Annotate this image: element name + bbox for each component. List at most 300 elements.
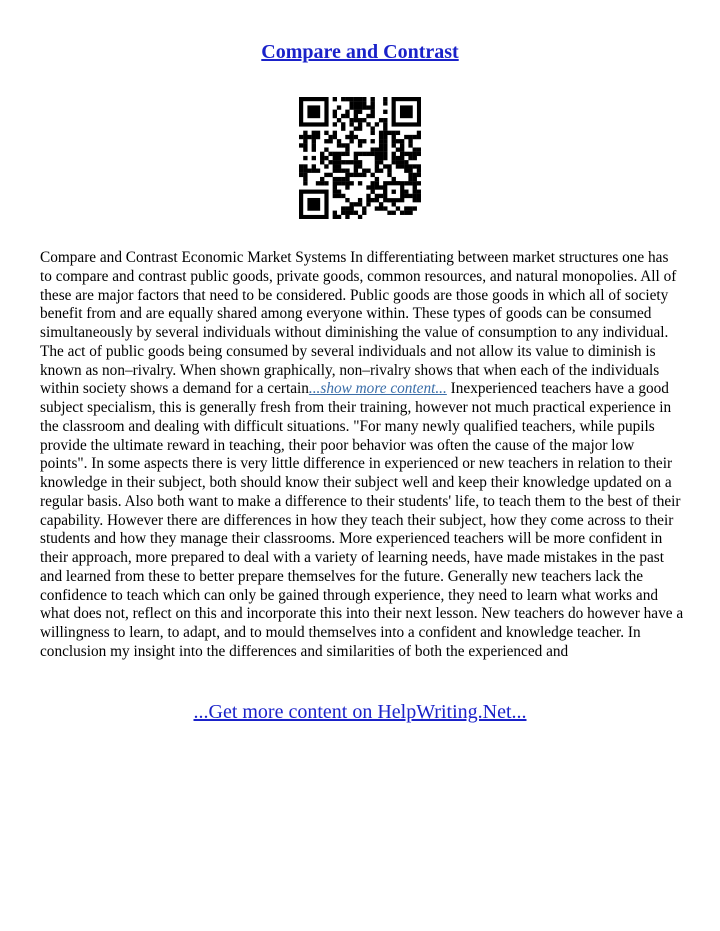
qr-module (413, 185, 417, 189)
qr-module (392, 143, 396, 147)
qr-module (413, 194, 417, 198)
qr-module (337, 169, 341, 173)
qr-module (341, 177, 345, 181)
qr-module (371, 173, 375, 177)
qr-module (354, 173, 358, 177)
qr-module (404, 152, 408, 156)
qr-module (341, 126, 345, 130)
qr-module (371, 114, 375, 118)
qr-module (320, 177, 324, 181)
qr-module (345, 97, 349, 101)
qr-module (341, 194, 345, 198)
qr-module (392, 211, 396, 215)
qr-module (333, 215, 337, 219)
qr-module (299, 164, 303, 168)
qr-finder-inner (400, 105, 413, 118)
qr-module (345, 185, 349, 189)
qr-module (337, 160, 341, 164)
qr-module (349, 139, 353, 143)
qr-module (358, 164, 362, 168)
qr-module (362, 211, 366, 215)
qr-module (349, 131, 353, 135)
qr-module (341, 114, 345, 118)
qr-module (408, 194, 412, 198)
qr-module (371, 101, 375, 105)
qr-module (349, 118, 353, 122)
qr-module (371, 181, 375, 185)
qr-module (371, 152, 375, 156)
qr-module (354, 118, 358, 122)
qr-module (383, 147, 387, 151)
qr-module (354, 101, 358, 105)
qr-module (354, 97, 358, 101)
qr-module (375, 122, 379, 126)
qr-module (375, 152, 379, 156)
qr-module (345, 173, 349, 177)
qr-module (396, 156, 400, 160)
essay-text-part-2: Inexperienced teachers have a good subject specialism, this is generally fresh from their training, however not much practical experience in the classroom and dealing with difficult situations. "For many newly qualified teachers, while pupils provide the ultimate reward in teaching, their poor behavior was often the cause of the major low points". In some aspects there is very little difference in experienced or new teachers in relation to their knowledge in their subject, both should know their subject well and keep their knowledge updated on a regular basis. Also both want to make a difference to their students' life, to teach them to the best of their capability. However there are differences in how they teach their subject, how they come across to their students and how they manage their classrooms. More experienced teachers will be more confident in their approach, more prepared to deal with a variety of learning needs, have made mistakes in the past and learned from these to better prepare themselves for the future. Generally new teachers lack the confidence to teach which can only be gained through experience, they need to learn what works and what does not, reflect on this and incorporate this into their next lesson. New teachers do however have a willingness to learn, to adapt, and to mould themselves into a confident and knowledge teacher. In conclusion my insight into the differences and similarities of both the experienced and (40, 380, 684, 660)
qr-module (366, 198, 370, 202)
qr-module (307, 135, 311, 139)
qr-module (383, 97, 387, 101)
qr-module (400, 147, 404, 151)
qr-module (417, 135, 421, 139)
qr-module (341, 97, 345, 101)
qr-module (320, 152, 324, 156)
qr-module (413, 173, 417, 177)
qr-module (375, 160, 379, 164)
qr-module (408, 211, 412, 215)
qr-module (345, 135, 349, 139)
qr-module (333, 194, 337, 198)
qr-module (354, 114, 358, 118)
qr-module (362, 169, 366, 173)
qr-module (383, 135, 387, 139)
qr-module (349, 105, 353, 109)
qr-module (324, 131, 328, 135)
qr-module (345, 114, 349, 118)
qr-module (362, 97, 366, 101)
qr-module (349, 160, 353, 164)
qr-module (400, 143, 404, 147)
qr-module (333, 97, 337, 101)
qr-module (349, 206, 353, 210)
qr-module (396, 164, 400, 168)
qr-module (358, 97, 362, 101)
qr-module (333, 110, 337, 114)
qr-module (383, 139, 387, 143)
qr-module (366, 202, 370, 206)
qr-module (316, 131, 320, 135)
qr-module (299, 143, 303, 147)
qr-module (408, 177, 412, 181)
qr-module (417, 131, 421, 135)
qr-module (345, 143, 349, 147)
qr-module (417, 173, 421, 177)
qr-module (345, 198, 349, 202)
qr-module (358, 181, 362, 185)
qr-module (366, 185, 370, 189)
qr-module (316, 169, 320, 173)
qr-module (408, 135, 412, 139)
qr-module (396, 131, 400, 135)
qr-module (383, 122, 387, 126)
qr-module (337, 181, 341, 185)
qr-module (333, 190, 337, 194)
qr-module (333, 160, 337, 164)
qr-module (400, 152, 404, 156)
qr-module (379, 139, 383, 143)
qr-module (354, 110, 358, 114)
qr-module (379, 169, 383, 173)
qr-module (379, 156, 383, 160)
qr-module (400, 160, 404, 164)
qr-align-inner (392, 190, 396, 194)
qr-module (324, 164, 328, 168)
qr-module (303, 139, 307, 143)
qr-module (354, 152, 358, 156)
qr-module (404, 169, 408, 173)
title-link[interactable]: Compare and Contrast (261, 41, 459, 63)
qr-code-icon (299, 97, 421, 219)
qr-module (333, 152, 337, 156)
qr-module (333, 211, 337, 215)
qr-module (328, 135, 332, 139)
qr-module (375, 177, 379, 181)
qr-module (349, 97, 353, 101)
qr-module (354, 160, 358, 164)
qr-module (358, 122, 362, 126)
qr-module (337, 139, 341, 143)
qr-code-graphic (299, 97, 421, 219)
qr-module (354, 202, 358, 206)
qr-module (408, 173, 412, 177)
qr-module (312, 135, 316, 139)
qr-module (413, 135, 417, 139)
qr-module (404, 190, 408, 194)
qr-module (413, 198, 417, 202)
qr-module (299, 173, 303, 177)
qr-module (408, 169, 412, 173)
qr-module (354, 126, 358, 130)
qr-module (345, 206, 349, 210)
qr-module (379, 152, 383, 156)
qr-module (316, 181, 320, 185)
qr-module (337, 143, 341, 147)
qr-module (408, 156, 412, 160)
qr-module (417, 198, 421, 202)
qr-module (312, 139, 316, 143)
qr-module (371, 105, 375, 109)
qr-module (379, 160, 383, 164)
qr-module (299, 135, 303, 139)
qr-finder-inner (307, 105, 320, 118)
qr-module (375, 169, 379, 173)
qr-module (404, 164, 408, 168)
qr-module (358, 215, 362, 219)
qr-module (358, 202, 362, 206)
qr-module (362, 139, 366, 143)
qr-module (337, 194, 341, 198)
qr-module (375, 194, 379, 198)
qr-module (341, 169, 345, 173)
qr-module (333, 135, 337, 139)
qr-module (383, 152, 387, 156)
qr-module (387, 169, 391, 173)
qr-module (379, 118, 383, 122)
qr-module (337, 177, 341, 181)
qr-module (371, 185, 375, 189)
qr-module (303, 143, 307, 147)
qr-module (341, 181, 345, 185)
qr-module (333, 177, 337, 181)
qr-module (337, 190, 341, 194)
essay-excerpt (40, 249, 684, 662)
qr-module (354, 135, 358, 139)
qr-module (371, 131, 375, 135)
qr-module (371, 190, 375, 194)
qr-module (375, 198, 379, 202)
qr-module (312, 131, 316, 135)
qr-module (404, 211, 408, 215)
qr-module (333, 181, 337, 185)
qr-module (337, 215, 341, 219)
qr-module (358, 198, 362, 202)
qr-module (349, 122, 353, 126)
qr-module (379, 143, 383, 147)
qr-module (362, 101, 366, 105)
qr-module (383, 206, 387, 210)
qr-module (324, 156, 328, 160)
qr-module (303, 147, 307, 151)
qr-module (303, 169, 307, 173)
qr-module (362, 206, 366, 210)
qr-module (413, 164, 417, 168)
qr-module (375, 156, 379, 160)
qr-module (366, 194, 370, 198)
qr-module (413, 206, 417, 210)
qr-module (345, 169, 349, 173)
qr-finder-inner (307, 198, 320, 211)
qr-module (371, 110, 375, 114)
qr-module (362, 173, 366, 177)
qr-module (371, 139, 375, 143)
qr-module (375, 164, 379, 168)
qr-module (341, 143, 345, 147)
qr-module (349, 202, 353, 206)
qr-module (375, 185, 379, 189)
qr-module (371, 147, 375, 151)
qr-module (324, 173, 328, 177)
qr-module (404, 135, 408, 139)
qr-module (379, 131, 383, 135)
qr-module (328, 139, 332, 143)
qr-module (408, 139, 412, 143)
qr-module (396, 147, 400, 151)
qr-module (358, 118, 362, 122)
qr-module (383, 126, 387, 130)
footer-cta (0, 700, 720, 724)
qr-module (408, 206, 412, 210)
qr-module (349, 135, 353, 139)
qr-module (345, 181, 349, 185)
qr-module (337, 105, 341, 109)
essay-paragraph (40, 249, 684, 662)
qr-module (312, 156, 316, 160)
qr-module (383, 110, 387, 114)
qr-module (328, 160, 332, 164)
qr-module (303, 135, 307, 139)
qr-module (307, 169, 311, 173)
qr-module (333, 156, 337, 160)
qr-module (400, 211, 404, 215)
qr-module (383, 118, 387, 122)
qr-module (358, 101, 362, 105)
qr-module (366, 152, 370, 156)
qr-module (383, 164, 387, 168)
qr-module (362, 118, 366, 122)
qr-module (371, 198, 375, 202)
qr-module (303, 156, 307, 160)
qr-module (366, 105, 370, 109)
qr-module (337, 118, 341, 122)
qr-module (417, 169, 421, 173)
qr-module (341, 211, 345, 215)
qr-module (345, 215, 349, 219)
qr-module (345, 160, 349, 164)
qr-module (404, 194, 408, 198)
qr-module (303, 131, 307, 135)
qr-module (379, 202, 383, 206)
show-more-link[interactable]: ...show more content... (308, 380, 447, 398)
qr-module (358, 110, 362, 114)
qr-module (358, 126, 362, 130)
qr-module (396, 206, 400, 210)
qr-module (324, 147, 328, 151)
qr-module (392, 202, 396, 206)
qr-module (392, 135, 396, 139)
qr-module (349, 211, 353, 215)
qr-module (345, 110, 349, 114)
qr-module (349, 101, 353, 105)
qr-module (408, 164, 412, 168)
page-title (0, 40, 720, 64)
qr-module (417, 147, 421, 151)
qr-module (413, 152, 417, 156)
qr-module (396, 160, 400, 164)
qr-module (299, 169, 303, 173)
qr-module (371, 97, 375, 101)
qr-module (328, 152, 332, 156)
qr-module (333, 122, 337, 126)
qr-module (333, 164, 337, 168)
qr-module (387, 211, 391, 215)
qr-module (379, 147, 383, 151)
qr-module (320, 156, 324, 160)
qr-module (417, 181, 421, 185)
qr-module (400, 164, 404, 168)
qr-module (375, 206, 379, 210)
qr-module (345, 211, 349, 215)
qr-module (404, 206, 408, 210)
qr-module (320, 160, 324, 164)
qr-module (379, 185, 383, 189)
qr-module (417, 152, 421, 156)
qr-module (358, 160, 362, 164)
qr-module (408, 143, 412, 147)
qr-module (324, 139, 328, 143)
qr-module (387, 164, 391, 168)
qr-module (354, 164, 358, 168)
qr-module (354, 169, 358, 173)
qr-module (303, 181, 307, 185)
qr-module (312, 164, 316, 168)
qr-module (400, 139, 404, 143)
qr-module (379, 135, 383, 139)
qr-module (337, 152, 341, 156)
qr-module (358, 105, 362, 109)
qr-module (341, 152, 345, 156)
qr-module (387, 173, 391, 177)
qr-module (417, 190, 421, 194)
qr-module (349, 181, 353, 185)
qr-module (400, 156, 404, 160)
qr-module (408, 181, 412, 185)
qr-module (404, 160, 408, 164)
get-more-content-link[interactable]: ...Get more content on HelpWriting.Net... (193, 701, 527, 723)
qr-module (312, 143, 316, 147)
qr-module (366, 122, 370, 126)
qr-module (341, 122, 345, 126)
qr-module (337, 156, 341, 160)
qr-module (303, 164, 307, 168)
qr-module (413, 181, 417, 185)
qr-module (341, 206, 345, 210)
qr-module (413, 156, 417, 160)
qr-module (345, 147, 349, 151)
qr-module (362, 152, 366, 156)
qr-module (379, 206, 383, 210)
qr-module (387, 131, 391, 135)
qr-module (354, 156, 358, 160)
qr-module (392, 160, 396, 164)
qr-module (413, 190, 417, 194)
qr-module (358, 173, 362, 177)
qr-module (312, 147, 316, 151)
qr-module (404, 181, 408, 185)
qr-module (358, 143, 362, 147)
qr-module (413, 177, 417, 181)
qr-module (383, 131, 387, 135)
qr-module (396, 139, 400, 143)
qr-module (303, 173, 307, 177)
qr-module (354, 211, 358, 215)
qr-module (417, 194, 421, 198)
qr-module (417, 164, 421, 168)
qr-module (345, 152, 349, 156)
qr-module (366, 169, 370, 173)
qr-module (375, 181, 379, 185)
qr-module (371, 126, 375, 130)
essay-text-part-1: Compare and Contrast Economic Market Systems In differentiating between market structures one has to compare and contrast public goods, private goods, common resources, and natural monopolies. All of these are major factors that need to be considered. Public goods are those goods in which all of society benefit from and are equally shared among everyone within. These types of goods can be consumed simultaneously by several individuals without diminishing the value of consumption to any individual. The act of public goods being consumed by several individuals and not allow its value to diminish is known as non–rivalry. When shown graphically, non–rivalry shows that when each of the individuals within society shows a demand for a certain (40, 249, 677, 398)
qr-module (383, 143, 387, 147)
qr-module (328, 173, 332, 177)
qr-module (341, 160, 345, 164)
qr-module (366, 114, 370, 118)
qr-module (349, 173, 353, 177)
qr-module (379, 194, 383, 198)
qr-module (408, 152, 412, 156)
